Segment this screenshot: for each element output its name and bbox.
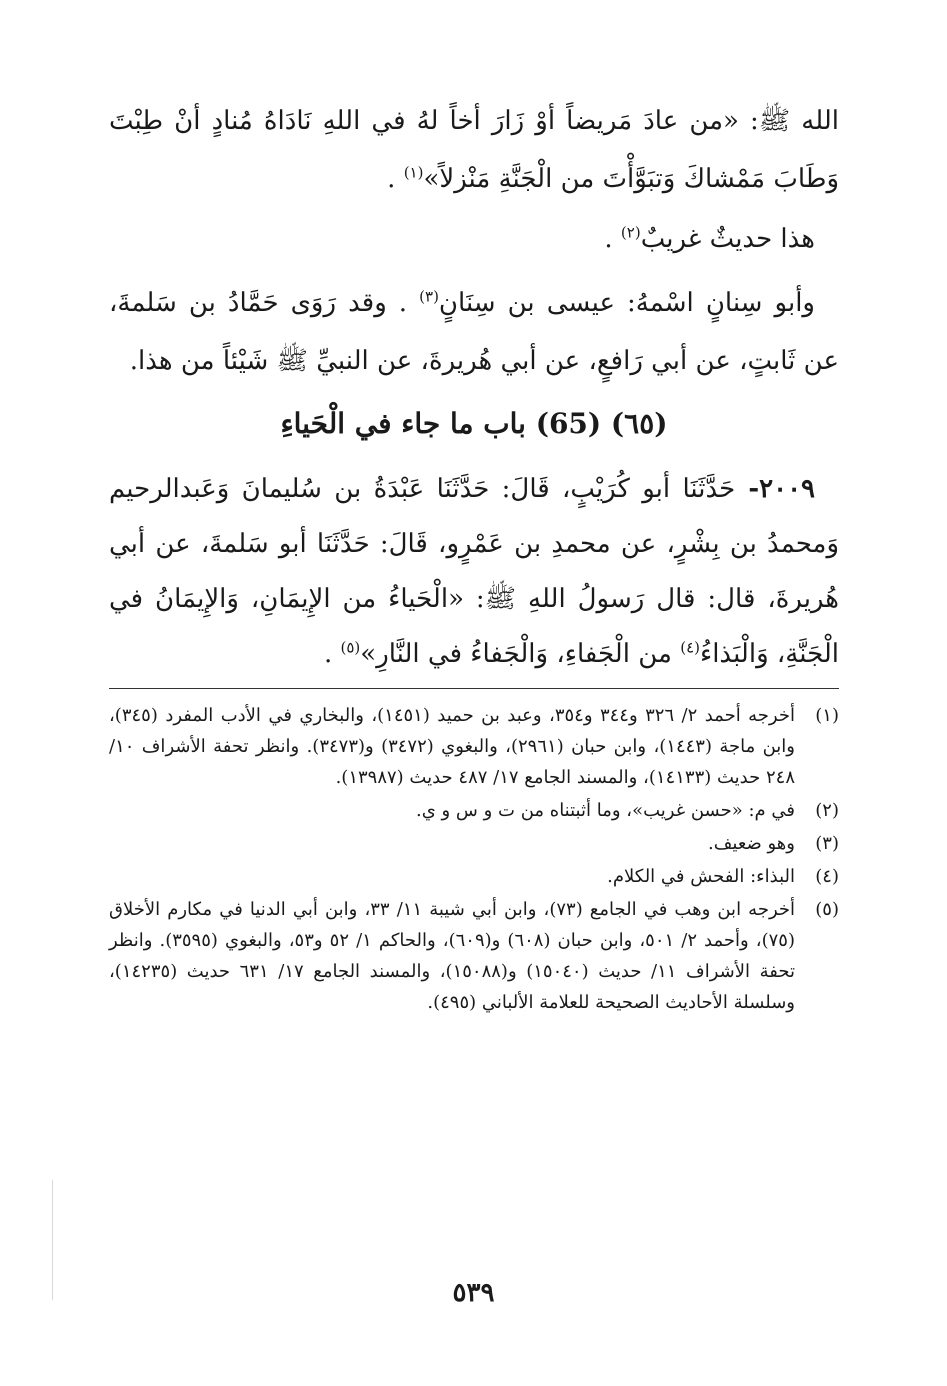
footnote-number: (٥)	[815, 899, 839, 920]
footnote-text: البذاء: الفحش في الكلام.	[607, 866, 795, 887]
footnote-item	[109, 795, 839, 826]
footnote-number: (٤)	[815, 866, 839, 887]
footnotes	[109, 700, 839, 1020]
footnote-ref-1: (١)	[403, 163, 424, 182]
grade-text: هذا حديثٌ غريبٌ	[640, 224, 815, 254]
grade-end: .	[604, 224, 621, 254]
footnote-number: (٢)	[815, 800, 839, 821]
footnote-text: أخرجه أحمد ٢/ ٣٢٦ و٣٤٤ و٣٥٤، وعبد بن حميد (١٤٥١)، والبخاري في الأدب المفرد (٣٤٥)، وابن ماجة (١٤٤٣)، وابن حبان (٢٩٦١)، والبغوي (٣٤٧٢) و(٣٤٧٣). وانظر تحفة الأشراف ١٠/ ٢٤٨ حديث (١٤١٣٣)، والمسند الجامع ١٧/ ٤٨٧ حديث (١٣٩٨٧).	[109, 705, 795, 788]
narrator-note-a: وأبو سِنانٍ اسْمهُ: عيسى بن سِنَانٍ	[438, 288, 815, 318]
hadith-2-text-b: من الْجَفاءِ، وَالْجَفاءُ في النَّارِ»	[360, 639, 681, 669]
hadith-paragraph-2	[109, 462, 839, 682]
hadith-1-text: الله ﷺ: «من عادَ مَريضاً أوْ زَارَ أخاً لهُ في اللهِ نَادَاهُ مُنادٍ أنْ طِبْتَ وَطَابَ مَمْشاكَ وَتبَوَّأْتَ من الْجَنَّةِ مَنْزلاً»	[109, 106, 839, 194]
footnote-separator	[109, 688, 839, 689]
footnote-ref-5: (٥)	[340, 638, 361, 657]
footnote-item	[109, 861, 839, 892]
narrator-note-b: . وقد رَوَى حَمَّادُ بن سَلمةَ، عن ثَابتٍ، عن أبي رَافعٍ، عن أبي هُريرةَ، عن النبيِّ ﷺ شَيْئاً من هذا.	[109, 288, 839, 376]
footnote-item	[109, 700, 839, 793]
footnote-ref-4: (٤)	[680, 638, 700, 657]
hadith-2-end: .	[323, 639, 341, 669]
footnote-text: أخرجه ابن وهب في الجامع (٧٣)، وابن أبي شيبة ١١/ ٣٣، وابن أبي الدنيا في مكارم الأخلاق (٧٥)، وأحمد ٢/ ٥٠١، وابن حبان (٦٠٨) و(٦٠٩)، والحاكم ١/ ٥٢ و٥٣، والبغوي (٣٥٩٥). وانظر تحفة الأشراف ١١/ حديث (١٥٠٤٠) و(١٥٠٨٨)، والمسند الجامع ١٧/ ٦٣١ حديث (١٤٢٣٥)، وسلسلة الأحاديث الصحيحة للعلامة الألباني (٤٩٥).	[109, 899, 796, 1013]
hadith-number: ٢٠٠٩-	[735, 474, 816, 504]
hadith-1-end: .	[387, 164, 404, 194]
footnote-number: (٣)	[815, 833, 839, 854]
footnote-ref-3: (٣)	[419, 287, 439, 306]
footnote-text: في م: «حسن غريب»، وما أثبتناه من ت و س و ي.	[415, 800, 795, 821]
footnote-item	[109, 828, 839, 859]
footnote-text: وهو ضعيف.	[708, 833, 795, 854]
footnote-item	[109, 894, 839, 1018]
hadith-paragraph-1	[109, 92, 839, 208]
scan-edge-line	[52, 1180, 53, 1300]
footnote-ref-2: (٢)	[620, 223, 641, 242]
footnote-number: (١)	[815, 705, 839, 726]
chapter-title: (٦٥) (65) باب ما جاء في الْحَياءِ	[280, 407, 668, 440]
page-number: ٥٣٩	[452, 1278, 495, 1308]
narrator-note-paragraph	[109, 274, 839, 390]
hadith-2-text-a: حَدَّثَنَا أبو كُرَيْبٍ، قَالَ: حَدَّثَنَا عَبْدَةُ بن سُليمانَ وَعَبدالرحيم وَمحمدُ بن بِشْرٍ، عن محمدِ بن عَمْرٍو، قَالَ: حَدَّثَنَا أبو سَلمةَ، عن أبي هُريرةَ، قال: قال رَسولُ اللهِ ﷺ: «الْحَياءُ من الإِيمَانِ، وَالإِيمَانُ في الْجَنَّةِ، وَالْبَذاءُ	[109, 474, 839, 669]
grade-paragraph	[109, 210, 839, 268]
main-text	[109, 92, 839, 682]
